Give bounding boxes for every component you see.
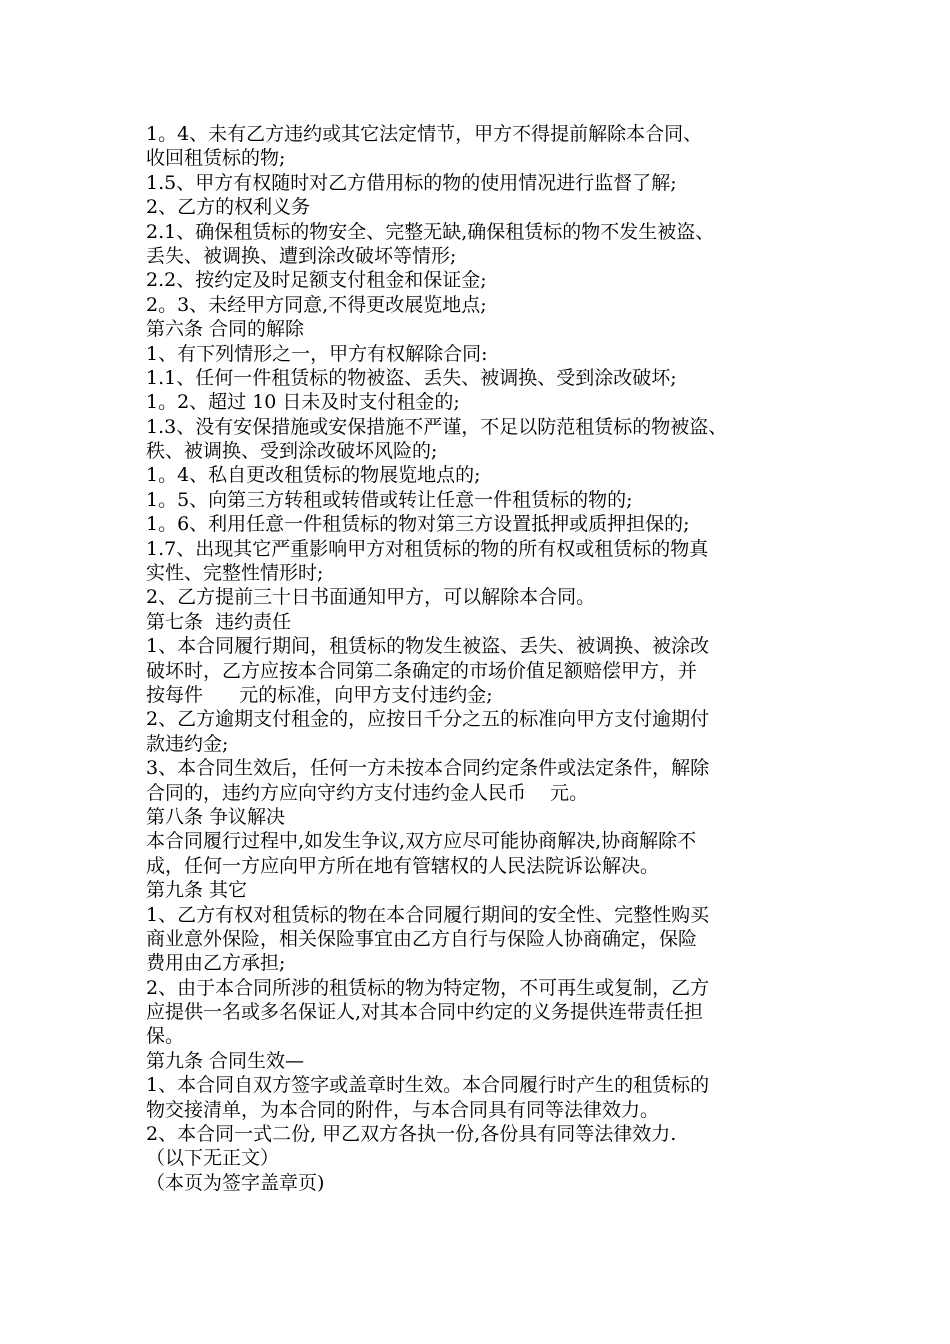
text-line: 秩、被调换、受到涂改破坏风险的; bbox=[146, 440, 438, 463]
text-line: 商业意外保险，相关保险事宜由乙方自行与保险人协商确定，保险 bbox=[146, 927, 698, 950]
text-line: 保。 bbox=[146, 1025, 185, 1048]
text-line: 1。6、利用任意一件租赁标的物对第三方设置抵押或质押担保的; bbox=[146, 513, 690, 536]
text-line: 1。2、超过 10 日未及时支付租金的; bbox=[146, 391, 460, 414]
section-heading: 2、乙方的权利义务 bbox=[146, 196, 311, 219]
text-line: 破坏时，乙方应按本合同第二条确定的市场价值足额赔偿甲方，并 bbox=[146, 659, 698, 682]
text-line: 2.2、按约定及时足额支付租金和保证金; bbox=[146, 269, 487, 292]
text-line: 2、乙方逾期支付租金的，应按日千分之五的标准向甲方支付逾期付 bbox=[146, 708, 710, 731]
text-line: 2、乙方提前三十日书面通知甲方，可以解除本合同。 bbox=[146, 586, 596, 609]
text-line: 应提供一名或多名保证人,对其本合同中约定的义务提供连带责任担 bbox=[146, 1001, 704, 1024]
text-line: 1、本合同自双方签字或盖章时生效。本合同履行时产生的租赁标的 bbox=[146, 1074, 710, 1097]
text-line: 丢失、被调换、遭到涂改破坏等情形; bbox=[146, 244, 457, 267]
article-heading: 第七条 违约责任 bbox=[146, 610, 292, 633]
text-line: 1.7、出现其它严重影响甲方对租赁标的物的所有权或租赁标的物真 bbox=[146, 537, 709, 560]
text-line: 3、本合同生效后，任何一方未按本合同约定条件或法定条件，解除 bbox=[146, 757, 710, 780]
article-heading: 第八条 争议解决 bbox=[146, 805, 286, 828]
text-line: 1.3、没有安保措施或安保措施不严谨，不足以防范租赁标的物被盗、 bbox=[146, 415, 728, 438]
text-line: 2、由于本合同所涉的租赁标的物为特定物，不可再生或复制，乙方 bbox=[146, 976, 710, 999]
article-heading: 第六条 合同的解除 bbox=[146, 318, 305, 341]
article-heading: 第九条 其它 bbox=[146, 879, 248, 902]
text-line: 2、本合同一式二份, 甲乙双方各执一份,各份具有同等法律效力. bbox=[146, 1123, 677, 1146]
text-line: 1、本合同履行期间，租赁标的物发生被盗、丢失、被调换、被涂改 bbox=[146, 635, 710, 658]
text-line: 2。3、未经甲方同意,不得更改展览地点; bbox=[146, 293, 487, 316]
text-line: 费用由乙方承担; bbox=[146, 952, 286, 975]
text-line: 按每件 元的标准，向甲方支付违约金; bbox=[146, 683, 493, 706]
text-line: 2.1、确保租赁标的物安全、完整无缺,确保租赁标的物不发生被盗、 bbox=[146, 220, 715, 243]
text-line: 成，任何一方应向甲方所在地有管辖权的人民法院诉讼解决。 bbox=[146, 854, 660, 877]
text-line: 1、乙方有权对租赁标的物在本合同履行期间的安全性、完整性购买 bbox=[146, 903, 710, 926]
text-line: 本合同履行过程中,如发生争议,双方应尽可能协商解决,协商解除不 bbox=[146, 830, 697, 853]
text-line: 1、有下列情形之一，甲方有权解除合同: bbox=[146, 342, 488, 365]
text-line: 收回租赁标的物; bbox=[146, 147, 286, 170]
article-heading: 第九条 合同生效— bbox=[146, 1049, 305, 1072]
text-line: 实性、完整性情形时; bbox=[146, 562, 324, 585]
closing-note: （以下无正文） bbox=[146, 1147, 280, 1170]
text-line: 合同的，违约方应向守约方支付违约金人民币 元。 bbox=[146, 781, 589, 804]
text-line: 款违约金; bbox=[146, 732, 229, 755]
text-line: 1.1、任何一件租赁标的物被盗、丢失、被调换、受到涂改破坏; bbox=[146, 366, 677, 389]
text-line: 1.5、甲方有权随时对乙方借用标的物的使用情况进行监督了解; bbox=[146, 171, 677, 194]
text-line: 1。5、向第三方转租或转借或转让任意一件租赁标的物的; bbox=[146, 488, 633, 511]
text-line: 1。4、未有乙方违约或其它法定情节，甲方不得提前解除本合同、 bbox=[146, 123, 703, 145]
closing-note: （本页为签字盖章页) bbox=[146, 1171, 325, 1194]
contract-text bbox=[146, 122, 826, 1195]
text-line: 1。4、私自更改租赁标的物展览地点的; bbox=[146, 464, 481, 487]
text-line: 物交接清单，为本合同的附件，与本合同具有同等法律效力。 bbox=[146, 1098, 660, 1121]
